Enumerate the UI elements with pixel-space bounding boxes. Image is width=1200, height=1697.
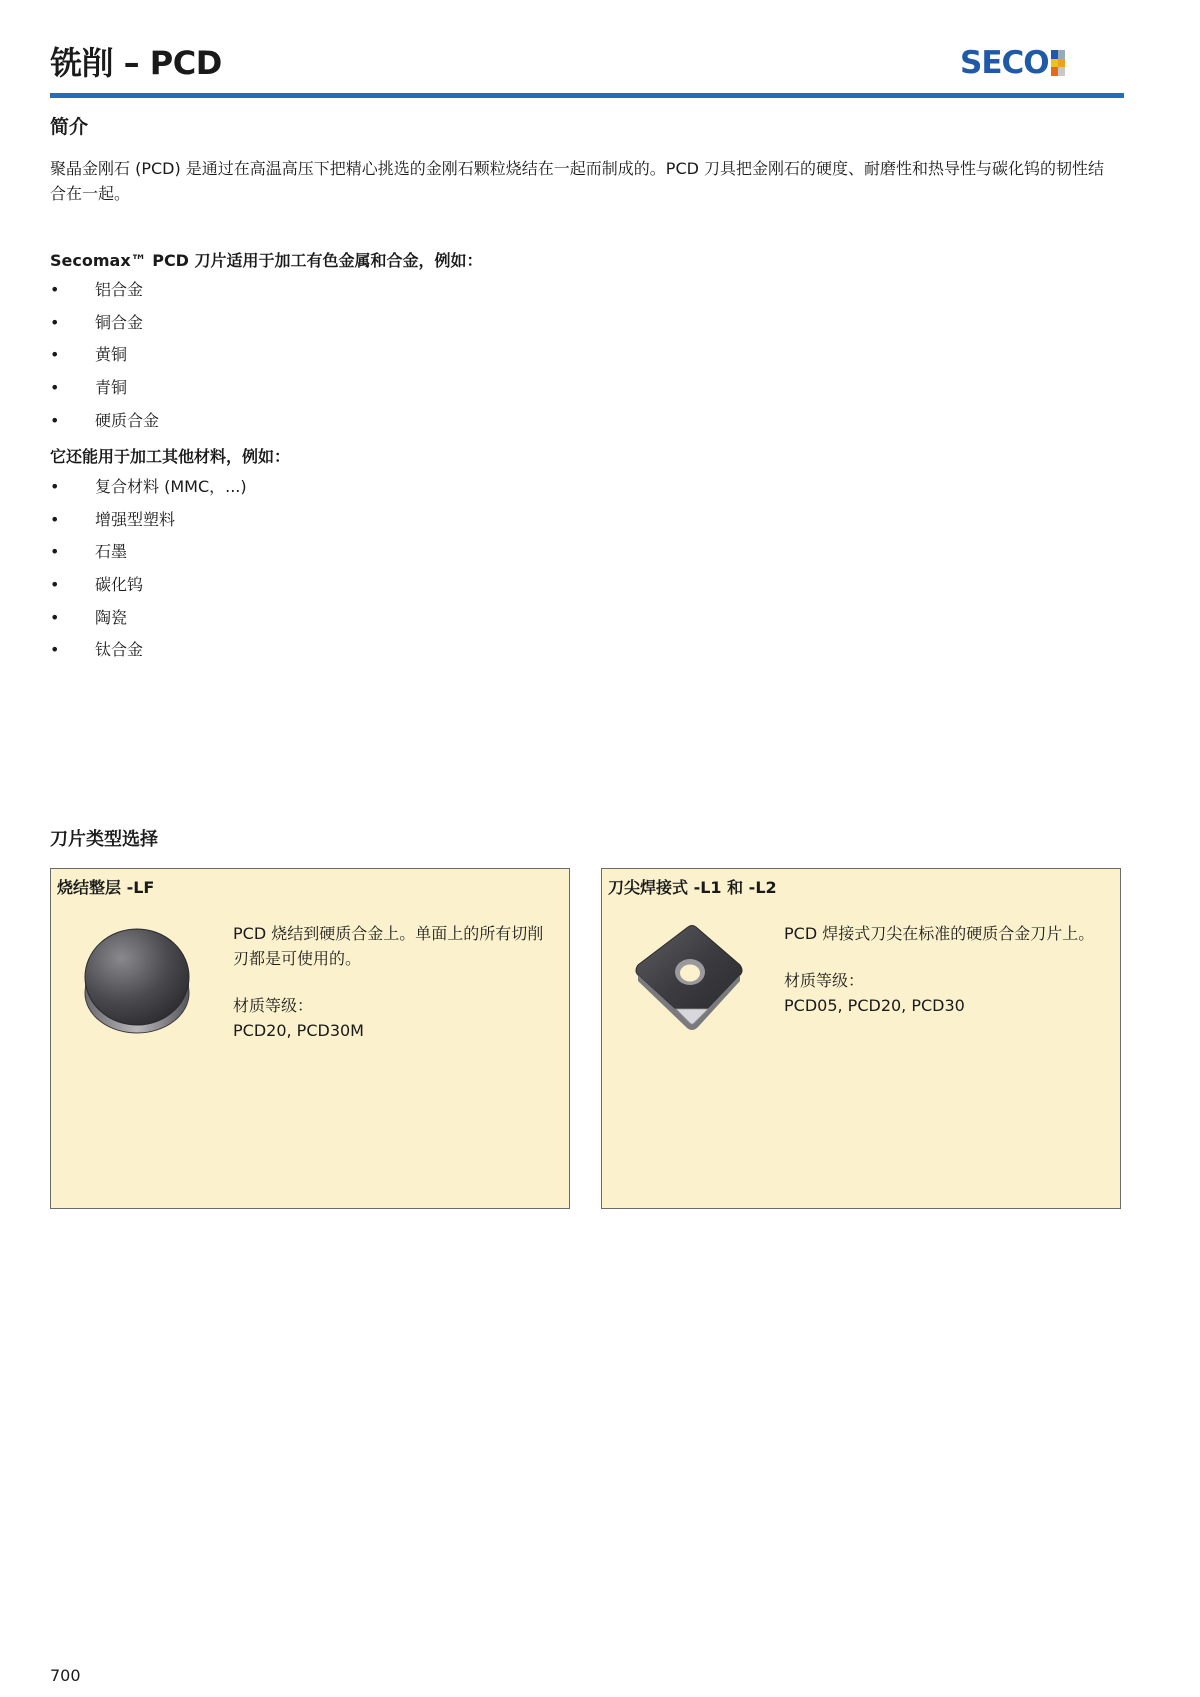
panel-title: 烧结整层 -LF [57, 878, 155, 897]
panel-description: PCD 烧结到硬质合金上。单面上的所有切削刃都是可使用的。 [233, 924, 544, 968]
round-insert-icon [77, 921, 197, 1041]
intro-heading: 简介 [50, 116, 89, 138]
insert-panel-l1-l2 [601, 868, 1121, 1209]
page-title: 铣削 – PCD [50, 44, 222, 82]
page-number: 700 [50, 1666, 81, 1685]
bullet-icon: • [50, 312, 60, 332]
bullet-icon: • [50, 280, 60, 299]
panel-title: 刀尖焊接式 -L1 和 -L2 [608, 878, 777, 897]
bullet-icon: • [50, 542, 60, 562]
bullet-icon: • [50, 575, 60, 595]
other-materials-lead: 它还能用于加工其他材料，例如： [50, 447, 291, 466]
square-insert-icon [632, 919, 752, 1039]
intro-paragraph: 聚晶金刚石 (PCD) 是通过在高温高压下把精心挑选的金刚石颗粒烧结在一起而制成的。PCD 刀具把金刚石的硬度、耐磨性和热导性与碳化钨的韧性结合在一起。 [50, 159, 1105, 203]
grade-label: 材质等级： [784, 971, 865, 990]
panel-description: PCD 焊接式刀尖在标准的硬质合金刀片上。 [784, 924, 1095, 943]
panel-text [784, 921, 1109, 1018]
applications-lead: Secomax™ PCD 刀片适用于加工有色金属和合金，例如： [50, 251, 483, 270]
insert-panel-lf [50, 868, 570, 1209]
grade-label: 材质等级： [233, 996, 314, 1015]
bullet-icon: • [50, 477, 60, 496]
bullet-icon: • [50, 509, 60, 529]
seco-logo [960, 46, 1065, 80]
grade-values: PCD05, PCD20, PCD30 [784, 996, 965, 1015]
bullet-icon: • [50, 410, 60, 430]
header-rule [50, 93, 1124, 98]
logo-text: SECO [960, 45, 1049, 81]
logo-mark-icon [1051, 50, 1065, 76]
insert-selection-heading: 刀片类型选择 [50, 829, 158, 850]
bullet-icon: • [50, 345, 60, 365]
bullet-icon: • [50, 378, 60, 398]
panel-text [233, 921, 558, 1043]
bullet-icon: • [50, 640, 60, 660]
grade-values: PCD20, PCD30M [233, 1021, 364, 1040]
bullet-icon: • [50, 607, 60, 627]
